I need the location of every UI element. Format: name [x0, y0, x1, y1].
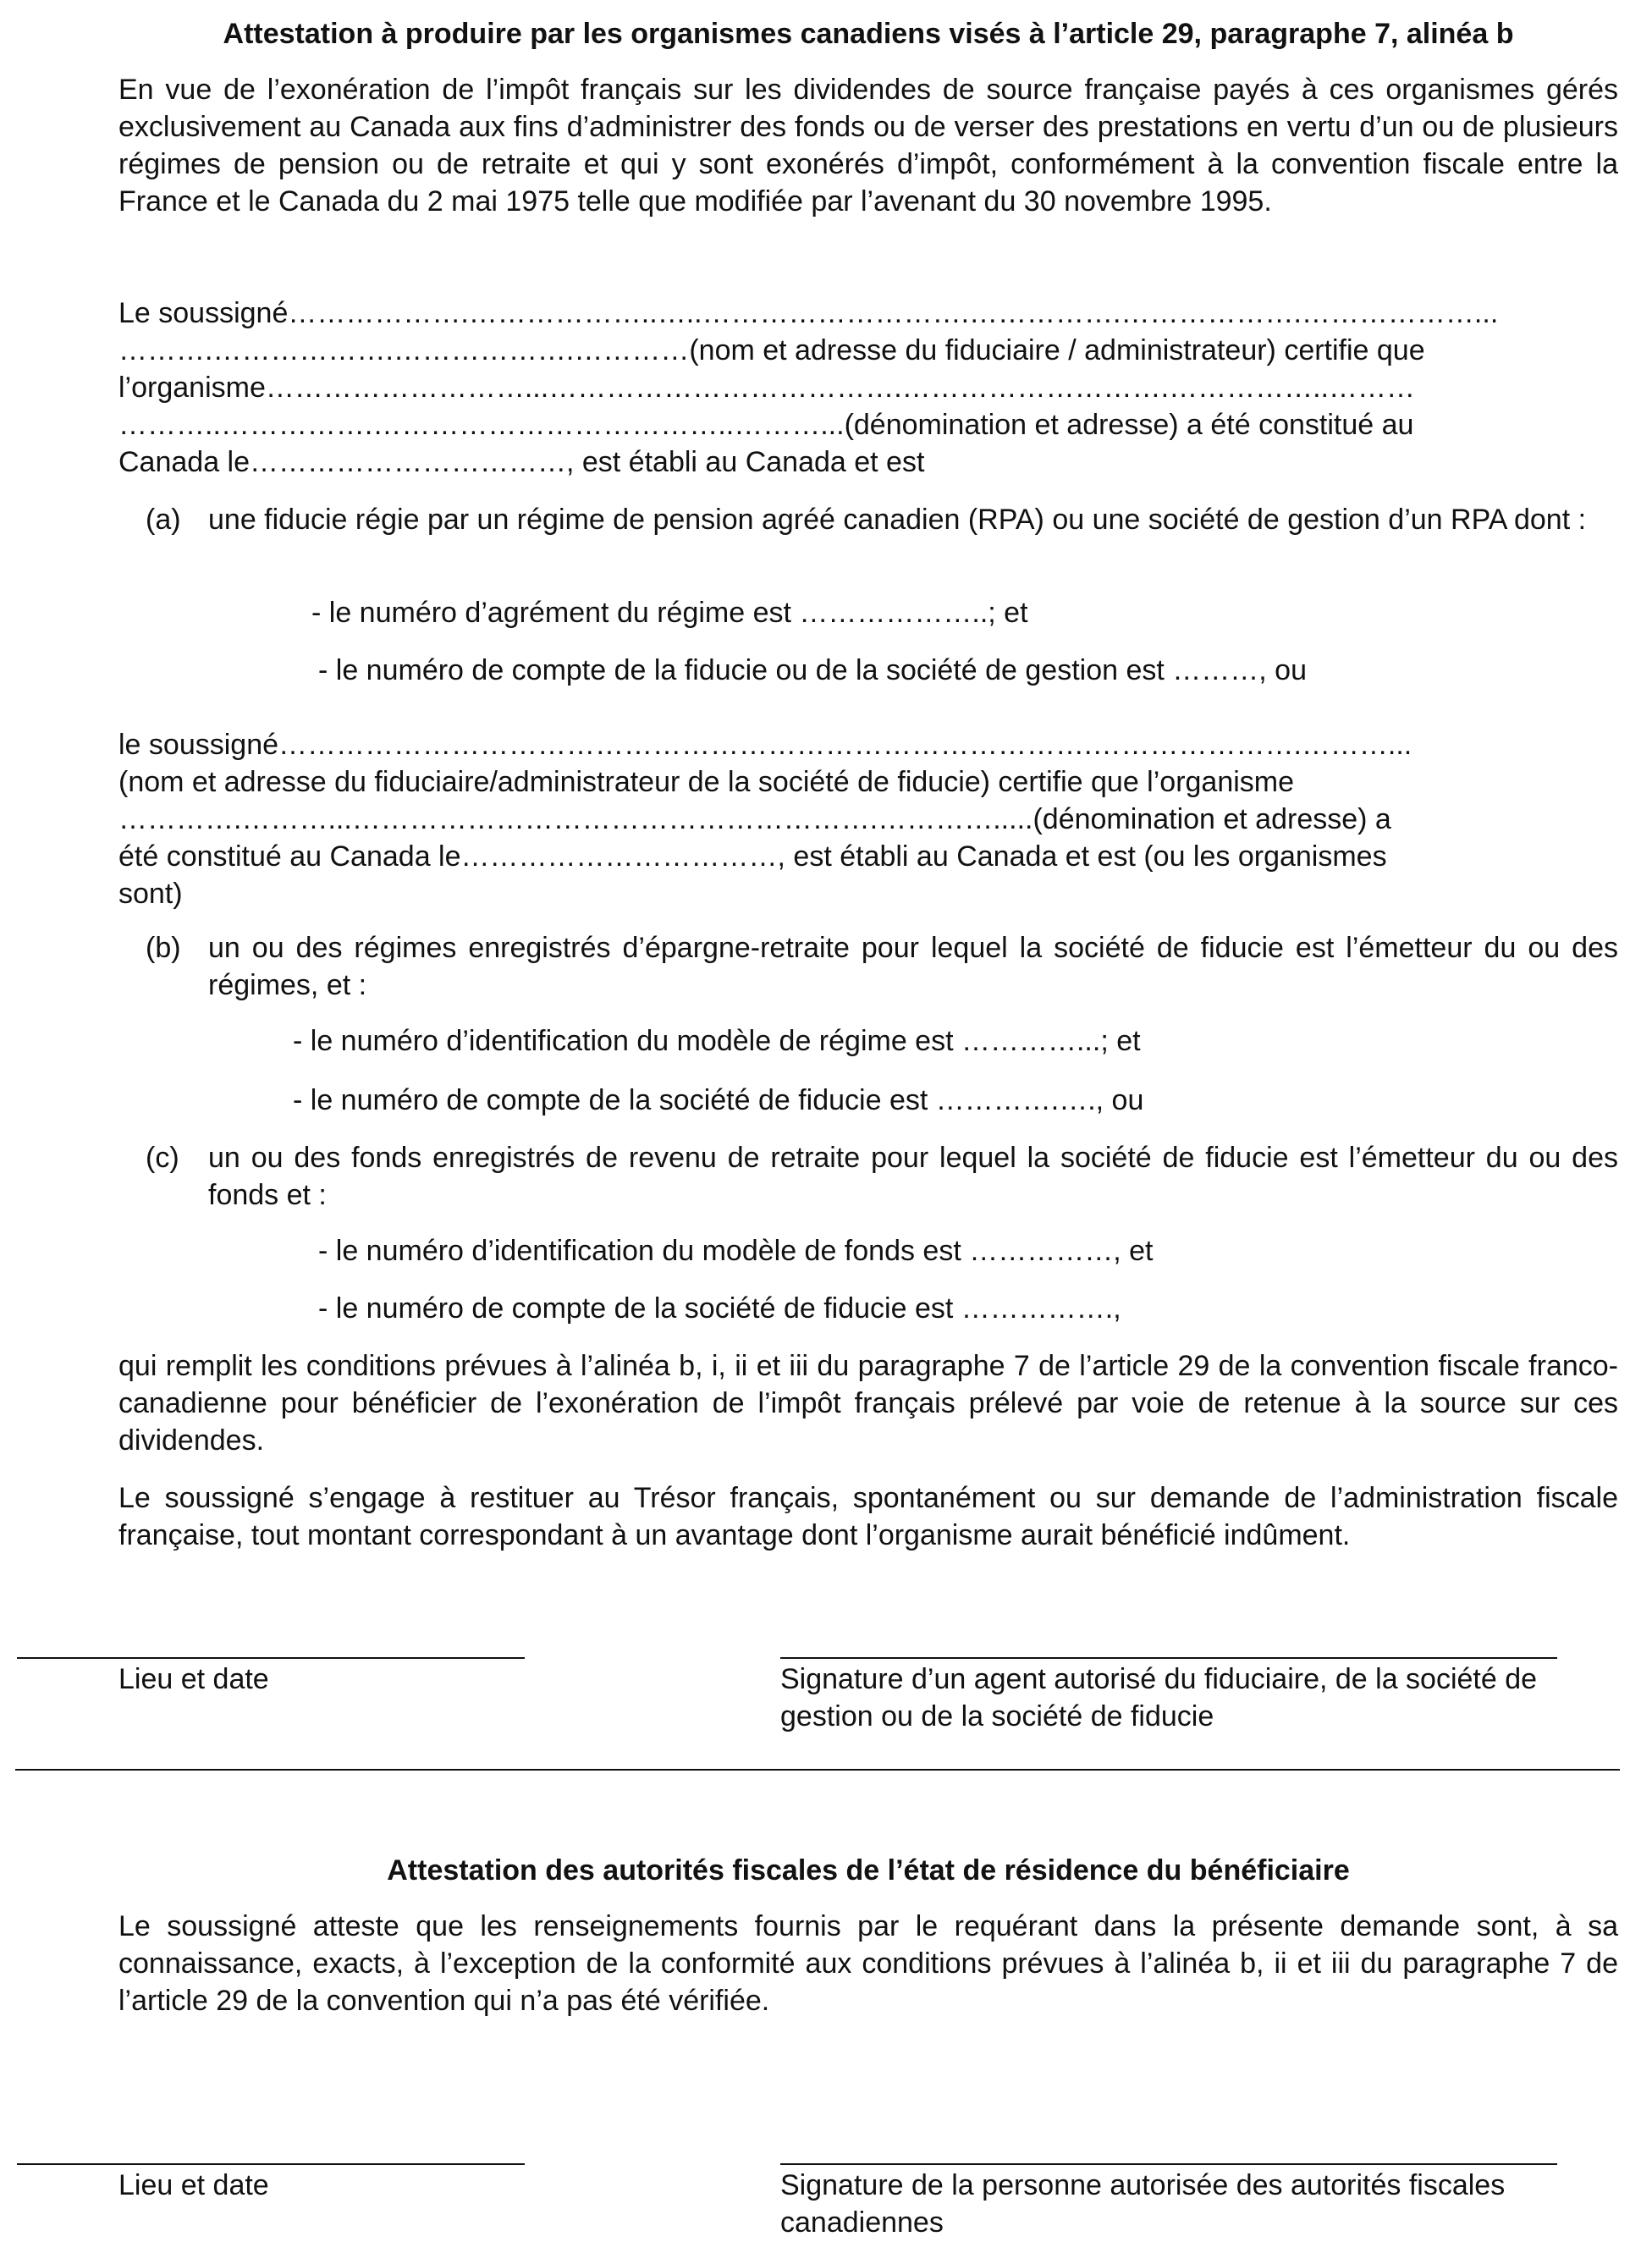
intro-paragraph: En vue de l’exonération de l’impôt français sur les dividendes de source française payés à ces organismes gérés exclusivement au Canada aux fins d’administrer des fonds ou de verser des prestations en vertu d’un ou de plusieurs régimes de pension ou de retraite et qui y sont exonérés d’impôt, conformément à la convention fiscale entre la France et le Canada du 2 mai 1975 telle que modifiée par l’avenant du 30 novembre 1995. — [118, 74, 1618, 218]
place-date-label: Lieu et date — [118, 1663, 269, 1695]
declaration-a-line-2: ……….……………….……………….…………(nom et adresse du fiduciaire / administrateur) certifie que — [118, 334, 1425, 366]
item-b-label: (b) — [146, 932, 181, 964]
signature-label: Signature d’un agent autorisé du fiduciaire, de la société de gestion ou de la société de fiducie — [780, 1663, 1538, 1732]
declaration-a-line-3: l’organisme………………………...……………………………….……………………….……………..……… — [118, 372, 1415, 404]
item-c-text: un ou des fonds enregistrés de revenu de retraite pour lequel la société de fiducie est l’émetteur du ou des fonds et : — [208, 1142, 1618, 1211]
item-a-approval-number: - le numéro d’agrément du régime est ………………..; et — [311, 597, 1028, 629]
signature-line — [780, 1657, 1557, 1659]
item-a-text: une fiducie régie par un régime de pension agréé canadien (RPA) ou une société de gestion d’un RPA dont : — [208, 504, 1587, 536]
item-b-model-number: - le numéro d’identification du modèle de régime est …………...; et — [293, 1025, 1141, 1057]
item-c-account-number: - le numéro de compte de la société de fiducie est ……………., — [318, 1292, 1121, 1325]
item-c-model-number: - le numéro d’identification du modèle de fonds est ……………, et — [318, 1235, 1154, 1267]
declaration-a-line-4: ………..…………….………………………………..………...(dénomination et adresse) a été constitué au — [118, 409, 1414, 441]
declaration-a-line-1: Le soussigné……………….………………..…..……………………….…………….……………….………………... — [118, 297, 1499, 329]
declaration-b-line-4: été constitué au Canada le……………………………, est établi au Canada et est (ou les organismes — [118, 840, 1387, 873]
declaration-b-line-2: (nom et adresse du fiduciaire/administrateur de la société de fiducie) certifie que l’organisme — [118, 766, 1295, 798]
authority-signature-label: Signature de la personne autorisée des autorités fiscales canadiennes — [780, 2169, 1506, 2239]
item-c-label: (c) — [146, 1142, 179, 1174]
section1-title: Attestation à produire par les organismes canadiens visés à l’article 29, paragraphe 7, alinéa b — [223, 18, 1514, 50]
item-b-text: un ou des régimes enregistrés d’épargne-retraite pour lequel la société de fiducie est l’émetteur du ou des régimes, et : — [208, 932, 1618, 1001]
item-a-label: (a) — [146, 504, 181, 536]
section-divider — [15, 1769, 1620, 1771]
declaration-a-line-5: Canada le……………………………, est établi au Canada et est — [118, 446, 925, 478]
item-a-account-number: - le numéro de compte de la fiducie ou de la société de gestion est ………, ou — [318, 654, 1307, 686]
declaration-b-line-1: le soussigné………………………………………………………………………….………………….………... — [118, 729, 1412, 761]
undertaking-paragraph: Le soussigné s’engage à restituer au Trésor français, spontanément ou sur demande de l’administration fiscale française, tout montant correspondant à un avantage dont l’organisme aurait bénéficié indûment. — [118, 1482, 1618, 1551]
tax-authority-statement: Le soussigné atteste que les renseignements fournis par le requérant dans la présente demande sont, à sa connaissance, exacts, à l’exception de la conformité aux conditions prévues à l’alinéa b, ii et iii du paragraphe 7 de l’article 29 de la convention qui n’a pas été vérifiée. — [118, 1910, 1618, 2017]
declaration-b-line-5: sont) — [118, 878, 183, 910]
place-date-line — [17, 1657, 525, 1659]
authority-signature-line — [780, 2163, 1557, 2165]
authority-place-date-label: Lieu et date — [118, 2169, 269, 2201]
section2-title: Attestation des autorités fiscales de l’état de résidence du bénéficiaire — [387, 1854, 1350, 1887]
conditions-paragraph: qui remplit les conditions prévues à l’alinéa b, i, ii et iii du paragraphe 7 de l’article 29 de la convention fiscale franco-canadienne pour bénéficier de l’exonération de l’impôt français prélevé par voie de retenue à la source sur ces dividendes. — [118, 1350, 1618, 1457]
declaration-b-line-3: ………….………...……………………………………………….………….....(dénomination et adresse) a — [118, 803, 1391, 835]
item-b-account-number: - le numéro de compte de la société de fiducie est ………….…., ou — [293, 1084, 1144, 1116]
authority-place-date-line — [17, 2163, 525, 2165]
